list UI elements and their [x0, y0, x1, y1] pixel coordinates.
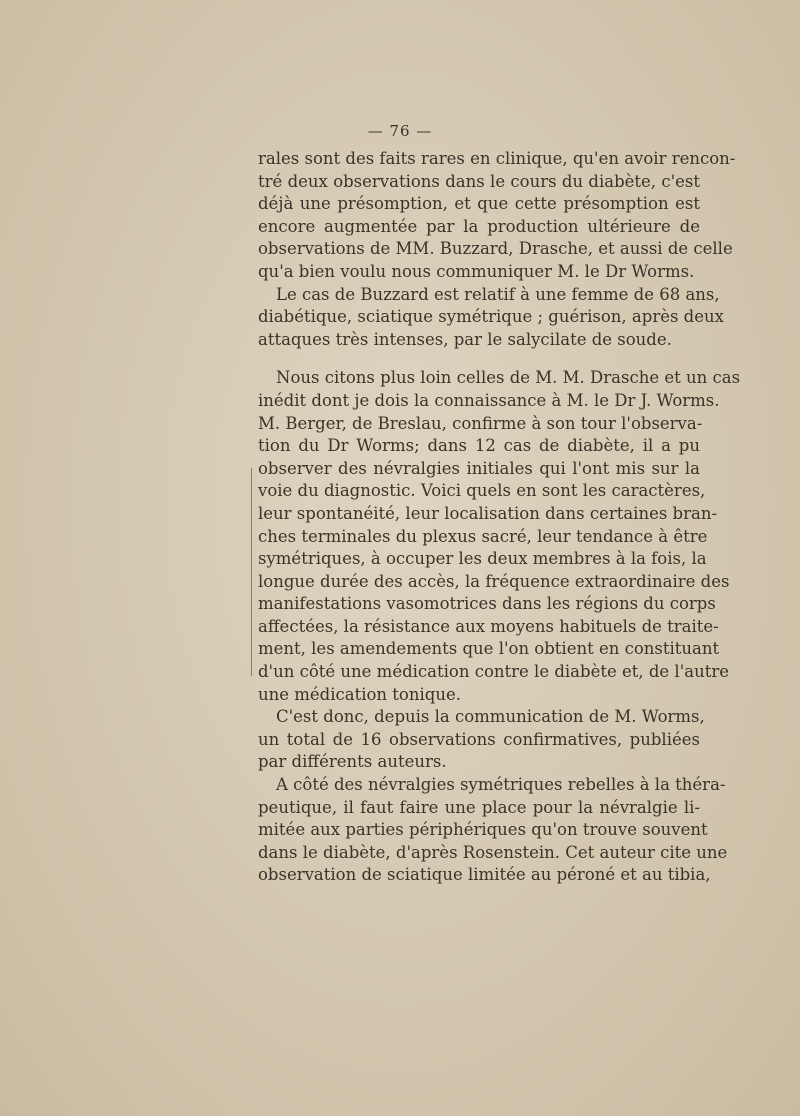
text-line: observations de MM. Buzzard, Drasche, et aussi de celle: [258, 239, 733, 259]
text-line: voie du diagnostic. Voici quels en sont les caractères,: [258, 481, 706, 501]
text-line: symétriques, à occuper les deux membres à la fois, la: [258, 549, 707, 569]
text-line: rales sont des faits rares en clinique, qu'en avoir rencon-: [258, 149, 736, 168]
text-line: d'un côté une médication contre le diabète et, de l'autre: [258, 662, 729, 682]
text-line: ches terminales du plexus sacré, leur tendance à être: [258, 526, 708, 546]
text-line: mitée aux parties périphériques qu'on trouve souvent: [258, 820, 708, 840]
text-line: manifestations vasomotrices dans les régions du corps: [258, 594, 716, 614]
text-line: diabétique, sciatique symétrique ; guérison, après deux: [258, 307, 724, 327]
text-line: peutique, il faut faire une place pour la névralgie li-: [258, 797, 700, 817]
text-line: Le cas de Buzzard est relatif à une femme de 68 ans,: [276, 284, 720, 304]
body-text: [258, 148, 741, 887]
text-line: dans le diabète, d'après Rosenstein. Cet auteur cite une: [258, 842, 728, 862]
text-line: observer des névralgies initiales qui l'ont mis sur la: [258, 458, 700, 478]
text-line: tré deux observations dans le cours du diabète, c'est: [258, 171, 700, 191]
text-line: par différents auteurs.: [258, 752, 447, 772]
text-line: observation de sciatique limitée au péroné et au tibia,: [258, 865, 711, 885]
text-line: A côté des névralgies symétriques rebelles à la théra-: [276, 775, 726, 795]
text-line: C'est donc, depuis la communication de M. Worms,: [276, 707, 705, 727]
text-line: déjà une présomption, et que cette présomption est: [258, 194, 700, 214]
text-line: longue durée des accès, la fréquence extraordinaire des: [258, 571, 730, 591]
text-line: inédit dont je dois la connaissance à M. le Dr J. Worms.: [258, 390, 720, 410]
text-line: qu'a bien voulu nous communiquer M. le Dr Worms.: [258, 261, 695, 281]
page-number: — 76 —: [367, 122, 433, 140]
text-line: tion du Dr Worms; dans 12 cas de diabète, il a pu: [258, 436, 700, 456]
text-line: encore augmentée par la production ultérieure de: [258, 216, 700, 236]
text-line: M. Berger, de Breslau, confirme à son tour l'observa-: [258, 413, 703, 433]
text-line: Nous citons plus loin celles de M. M. Drasche et un cas: [276, 368, 741, 388]
text-line: ment, les amendements que l'on obtient en constituant: [258, 639, 720, 659]
text-line: attaques très intenses, par le salycilate de soude.: [258, 329, 672, 349]
margin-mark: [251, 468, 252, 676]
text-line: une médication tonique.: [258, 684, 461, 704]
text-line: leur spontanéité, leur localisation dans certaines bran-: [258, 503, 718, 523]
text-line: affectées, la résistance aux moyens habituels de traite-: [258, 616, 719, 636]
text-line: un total de 16 observations confirmatives, publiées: [258, 729, 700, 749]
